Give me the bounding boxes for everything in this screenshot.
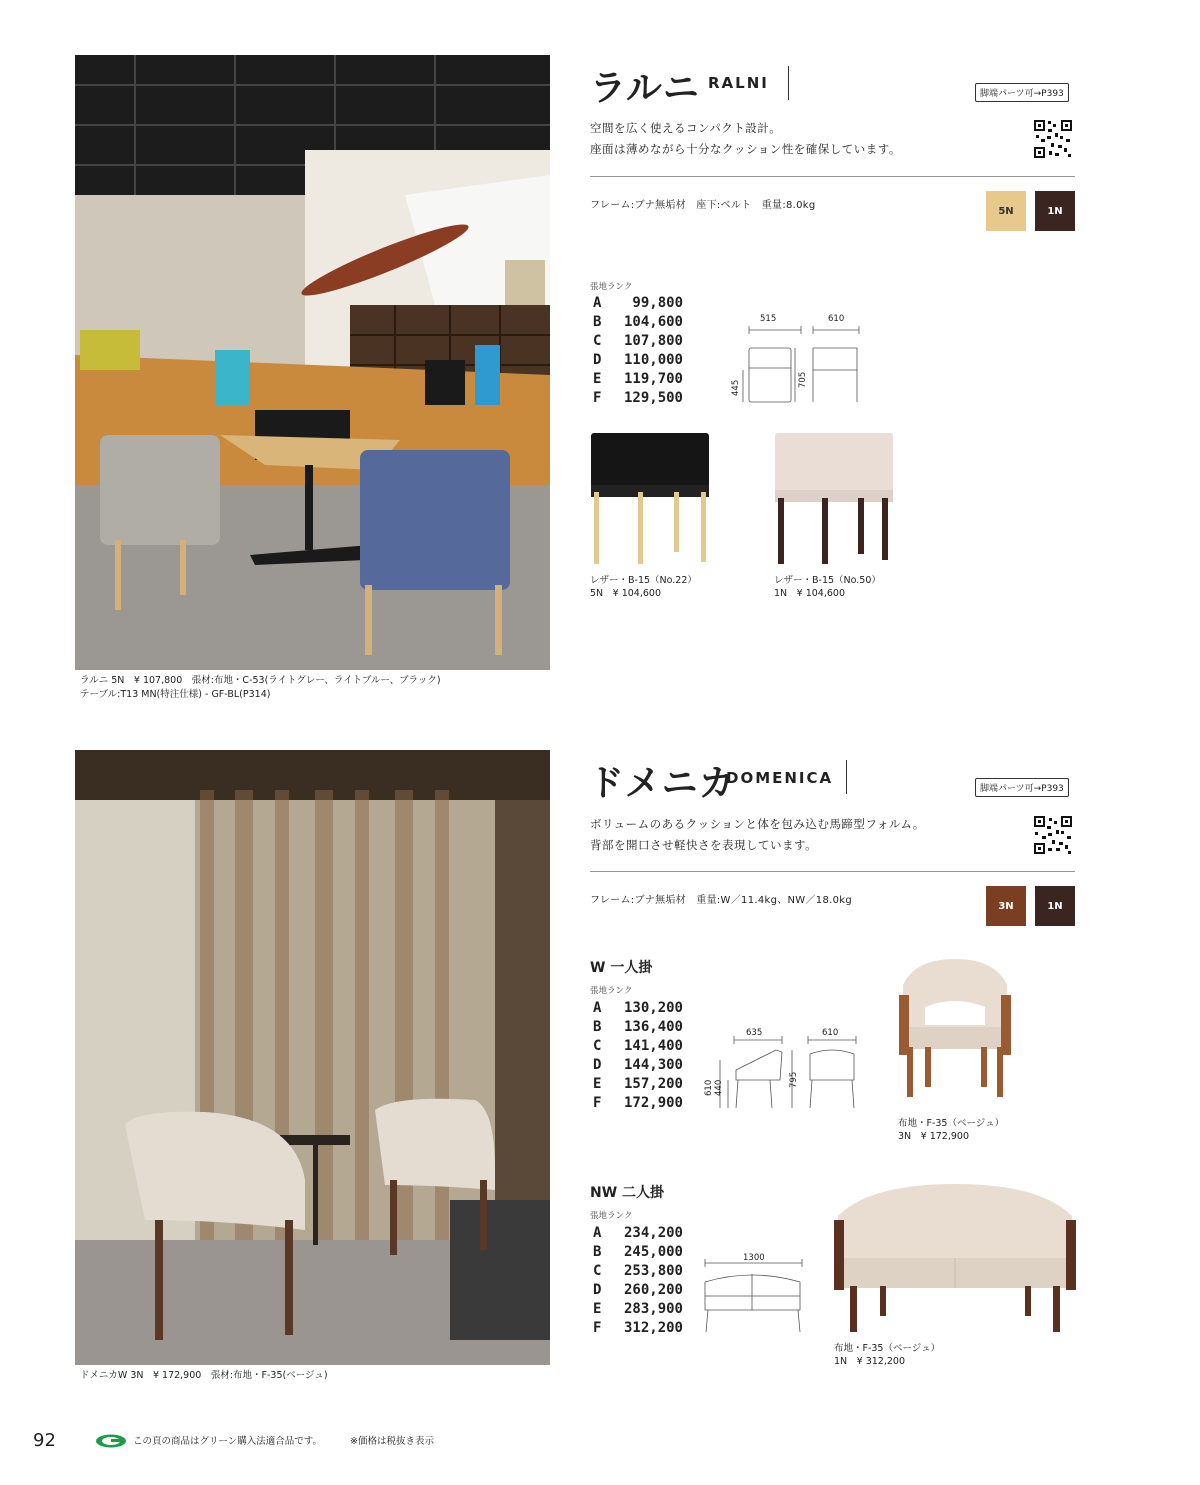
price-row — [593, 1319, 683, 1338]
price-row — [593, 1224, 683, 1243]
grade: E — [593, 1301, 602, 1317]
ralni-leg-parts-badge: 脚端パーツ可→P393 — [975, 83, 1069, 102]
ralni-swatch-1n-label: 1N — [1047, 205, 1063, 217]
tax-note: ※価格は税抜き表示 — [350, 1436, 434, 1447]
domenica-nw-variant-line1: 布地・F-35（ベージュ） — [834, 1343, 941, 1354]
price-row — [593, 351, 683, 370]
ralni-title-jp: ラルニ — [590, 68, 700, 109]
domenica-w-dim-seat-height: 440 — [714, 1079, 724, 1096]
price: 234,200 — [623, 1225, 683, 1241]
ralni-photo-caption-2: テーブル:T13 MN(特注仕様) - GF-BL(P314) — [80, 689, 271, 700]
grade: D — [593, 1057, 602, 1073]
ralni-variant2-line1: レザー・B-15（No.50） — [774, 575, 881, 586]
domenica-divider — [590, 871, 1075, 872]
domenica-scene-photo — [75, 750, 550, 1365]
price-row — [593, 313, 683, 332]
price-row — [593, 999, 683, 1018]
domenica-nw-dimension-drawing — [700, 1258, 810, 1338]
price: 312,200 — [623, 1320, 683, 1336]
grade: E — [593, 1076, 602, 1092]
price: 283,900 — [623, 1301, 683, 1317]
domenica-nw-variant-line2: 1N ¥ 312,200 — [834, 1356, 905, 1367]
price: 104,600 — [623, 314, 683, 330]
ralni-rank-label: 張地ランク — [590, 282, 633, 292]
price-row — [593, 294, 683, 313]
ralni-description-2: 座面は薄めながら十分なクッション性を確保しています。 — [590, 142, 901, 156]
domenica-nw-dim-width: 1300 — [743, 1253, 765, 1263]
grade: D — [593, 352, 602, 368]
ralni-variant-black-chair — [588, 430, 713, 570]
grade: B — [593, 314, 602, 330]
domenica-w-dim-width: 635 — [746, 1028, 763, 1038]
grade: A — [593, 295, 602, 311]
price-row — [593, 1300, 683, 1319]
price-row — [593, 370, 683, 389]
green-purchase-note: この頁の商品はグリーン購入法適合品です。 — [133, 1436, 323, 1447]
domenica-description-1: ボリュームのあるクッションと体を包み込む馬蹄型フォルム。 — [590, 817, 925, 831]
ralni-swatch-1n — [1035, 191, 1075, 231]
grade: A — [593, 1000, 602, 1016]
price: 157,200 — [623, 1076, 683, 1092]
domenica-w-variant-line1: 布地・F-35（ベージュ） — [898, 1118, 1005, 1129]
ralni-title-en: RALNI — [708, 74, 769, 92]
domenica-nw-rank-label: 張地ランク — [590, 1211, 633, 1221]
domenica-w-price-table — [593, 999, 683, 1113]
ralni-description-1: 空間を広く使えるコンパクト設計。 — [590, 121, 782, 135]
ralni-swatch-5n-label: 5N — [998, 205, 1014, 217]
ralni-spec: フレーム:ブナ無垢材 座下:ベルト 重量:8.0kg — [590, 200, 816, 211]
ralni-swatch-5n — [986, 191, 1026, 231]
price: 110,000 — [623, 352, 683, 368]
domenica-photo-caption: ドメニカW 3N ¥ 172,900 張材:布地・F-35(ベージュ) — [80, 1370, 328, 1381]
price: 141,400 — [623, 1038, 683, 1054]
price-row — [593, 1056, 683, 1075]
price: 99,800 — [632, 295, 683, 311]
price-row — [593, 332, 683, 351]
domenica-nw-price-table — [593, 1224, 683, 1338]
price-row — [593, 1262, 683, 1281]
page-number: 92 — [33, 1430, 56, 1451]
grade: B — [593, 1244, 602, 1260]
price: 107,800 — [623, 333, 683, 349]
ralni-dim-depth: 610 — [828, 314, 845, 324]
domenica-swatch-3n-label: 3N — [998, 900, 1014, 912]
grade: A — [593, 1225, 602, 1241]
price: 144,300 — [623, 1057, 683, 1073]
domenica-w-dim-arm-height: 610 — [704, 1079, 714, 1096]
price-row — [593, 1243, 683, 1262]
domenica-w-variant-chair — [895, 955, 1015, 1120]
grade: D — [593, 1282, 602, 1298]
ralni-scene-photo — [75, 55, 550, 670]
ralni-qr-code-icon — [1033, 119, 1073, 159]
ralni-variant1-line2: 5N ¥ 104,600 — [590, 588, 661, 599]
ralni-divider — [590, 176, 1075, 177]
ralni-price-table — [593, 294, 683, 408]
price-row — [593, 1281, 683, 1300]
price-row — [593, 1018, 683, 1037]
domenica-w-dim-depth: 610 — [822, 1028, 839, 1038]
domenica-swatch-1n-label: 1N — [1047, 900, 1063, 912]
grade: C — [593, 1263, 602, 1279]
ralni-dim-height: 705 — [798, 371, 808, 388]
domenica-title-en: DOMENICA — [726, 769, 834, 787]
grade: F — [593, 1320, 602, 1336]
price: 136,400 — [623, 1019, 683, 1035]
ralni-dim-seat-height: 445 — [731, 379, 741, 396]
price: 260,200 — [623, 1282, 683, 1298]
ralni-variant1-line1: レザー・B-15（No.22） — [590, 575, 697, 586]
ralni-photo-caption-1: ラルニ 5N ¥ 107,800 張材:布地・C-53(ライトグレー、ライトブルー、ブラック) — [80, 675, 441, 686]
price: 253,800 — [623, 1263, 683, 1279]
domenica-nw-variant-sofa — [830, 1180, 1080, 1338]
ralni-title-divider — [788, 66, 789, 100]
price: 172,900 — [623, 1095, 683, 1111]
price: 130,200 — [623, 1000, 683, 1016]
ralni-dimension-drawing — [725, 320, 865, 410]
ralni-variant-beige-chair — [772, 430, 897, 570]
grade: C — [593, 1038, 602, 1054]
grade: F — [593, 390, 602, 406]
green-purchase-mark-icon — [95, 1434, 127, 1448]
domenica-w-rank-label: 張地ランク — [590, 986, 633, 996]
price-row — [593, 1037, 683, 1056]
domenica-w-heading: W 一人掛 — [590, 960, 653, 976]
ralni-dim-width: 515 — [760, 314, 777, 324]
domenica-qr-code-icon — [1033, 815, 1073, 855]
price-row — [593, 1075, 683, 1094]
grade: B — [593, 1019, 602, 1035]
domenica-title-divider — [846, 760, 847, 794]
price-row — [593, 1094, 683, 1113]
grade: F — [593, 1095, 602, 1111]
price: 129,500 — [623, 390, 683, 406]
grade: E — [593, 371, 602, 387]
price-row — [593, 389, 683, 408]
domenica-w-dim-height: 795 — [789, 1071, 799, 1088]
domenica-title-jp: ドメニカ — [588, 763, 736, 804]
price: 119,700 — [623, 371, 683, 387]
domenica-w-dimension-drawing — [700, 1030, 865, 1115]
domenica-w-variant-line2: 3N ¥ 172,900 — [898, 1131, 969, 1142]
domenica-nw-heading: NW 二人掛 — [590, 1185, 665, 1201]
domenica-leg-parts-badge: 脚端パーツ可→P393 — [975, 778, 1069, 797]
domenica-swatch-1n — [1035, 886, 1075, 926]
grade: C — [593, 333, 602, 349]
ralni-variant2-line2: 1N ¥ 104,600 — [774, 588, 845, 599]
domenica-spec: フレーム:ブナ無垢材 重量:W／11.4kg、NW／18.0kg — [590, 895, 853, 906]
domenica-swatch-3n — [986, 886, 1026, 926]
price: 245,000 — [623, 1244, 683, 1260]
domenica-description-2: 背部を開口させ軽快さを表現しています。 — [590, 838, 818, 852]
